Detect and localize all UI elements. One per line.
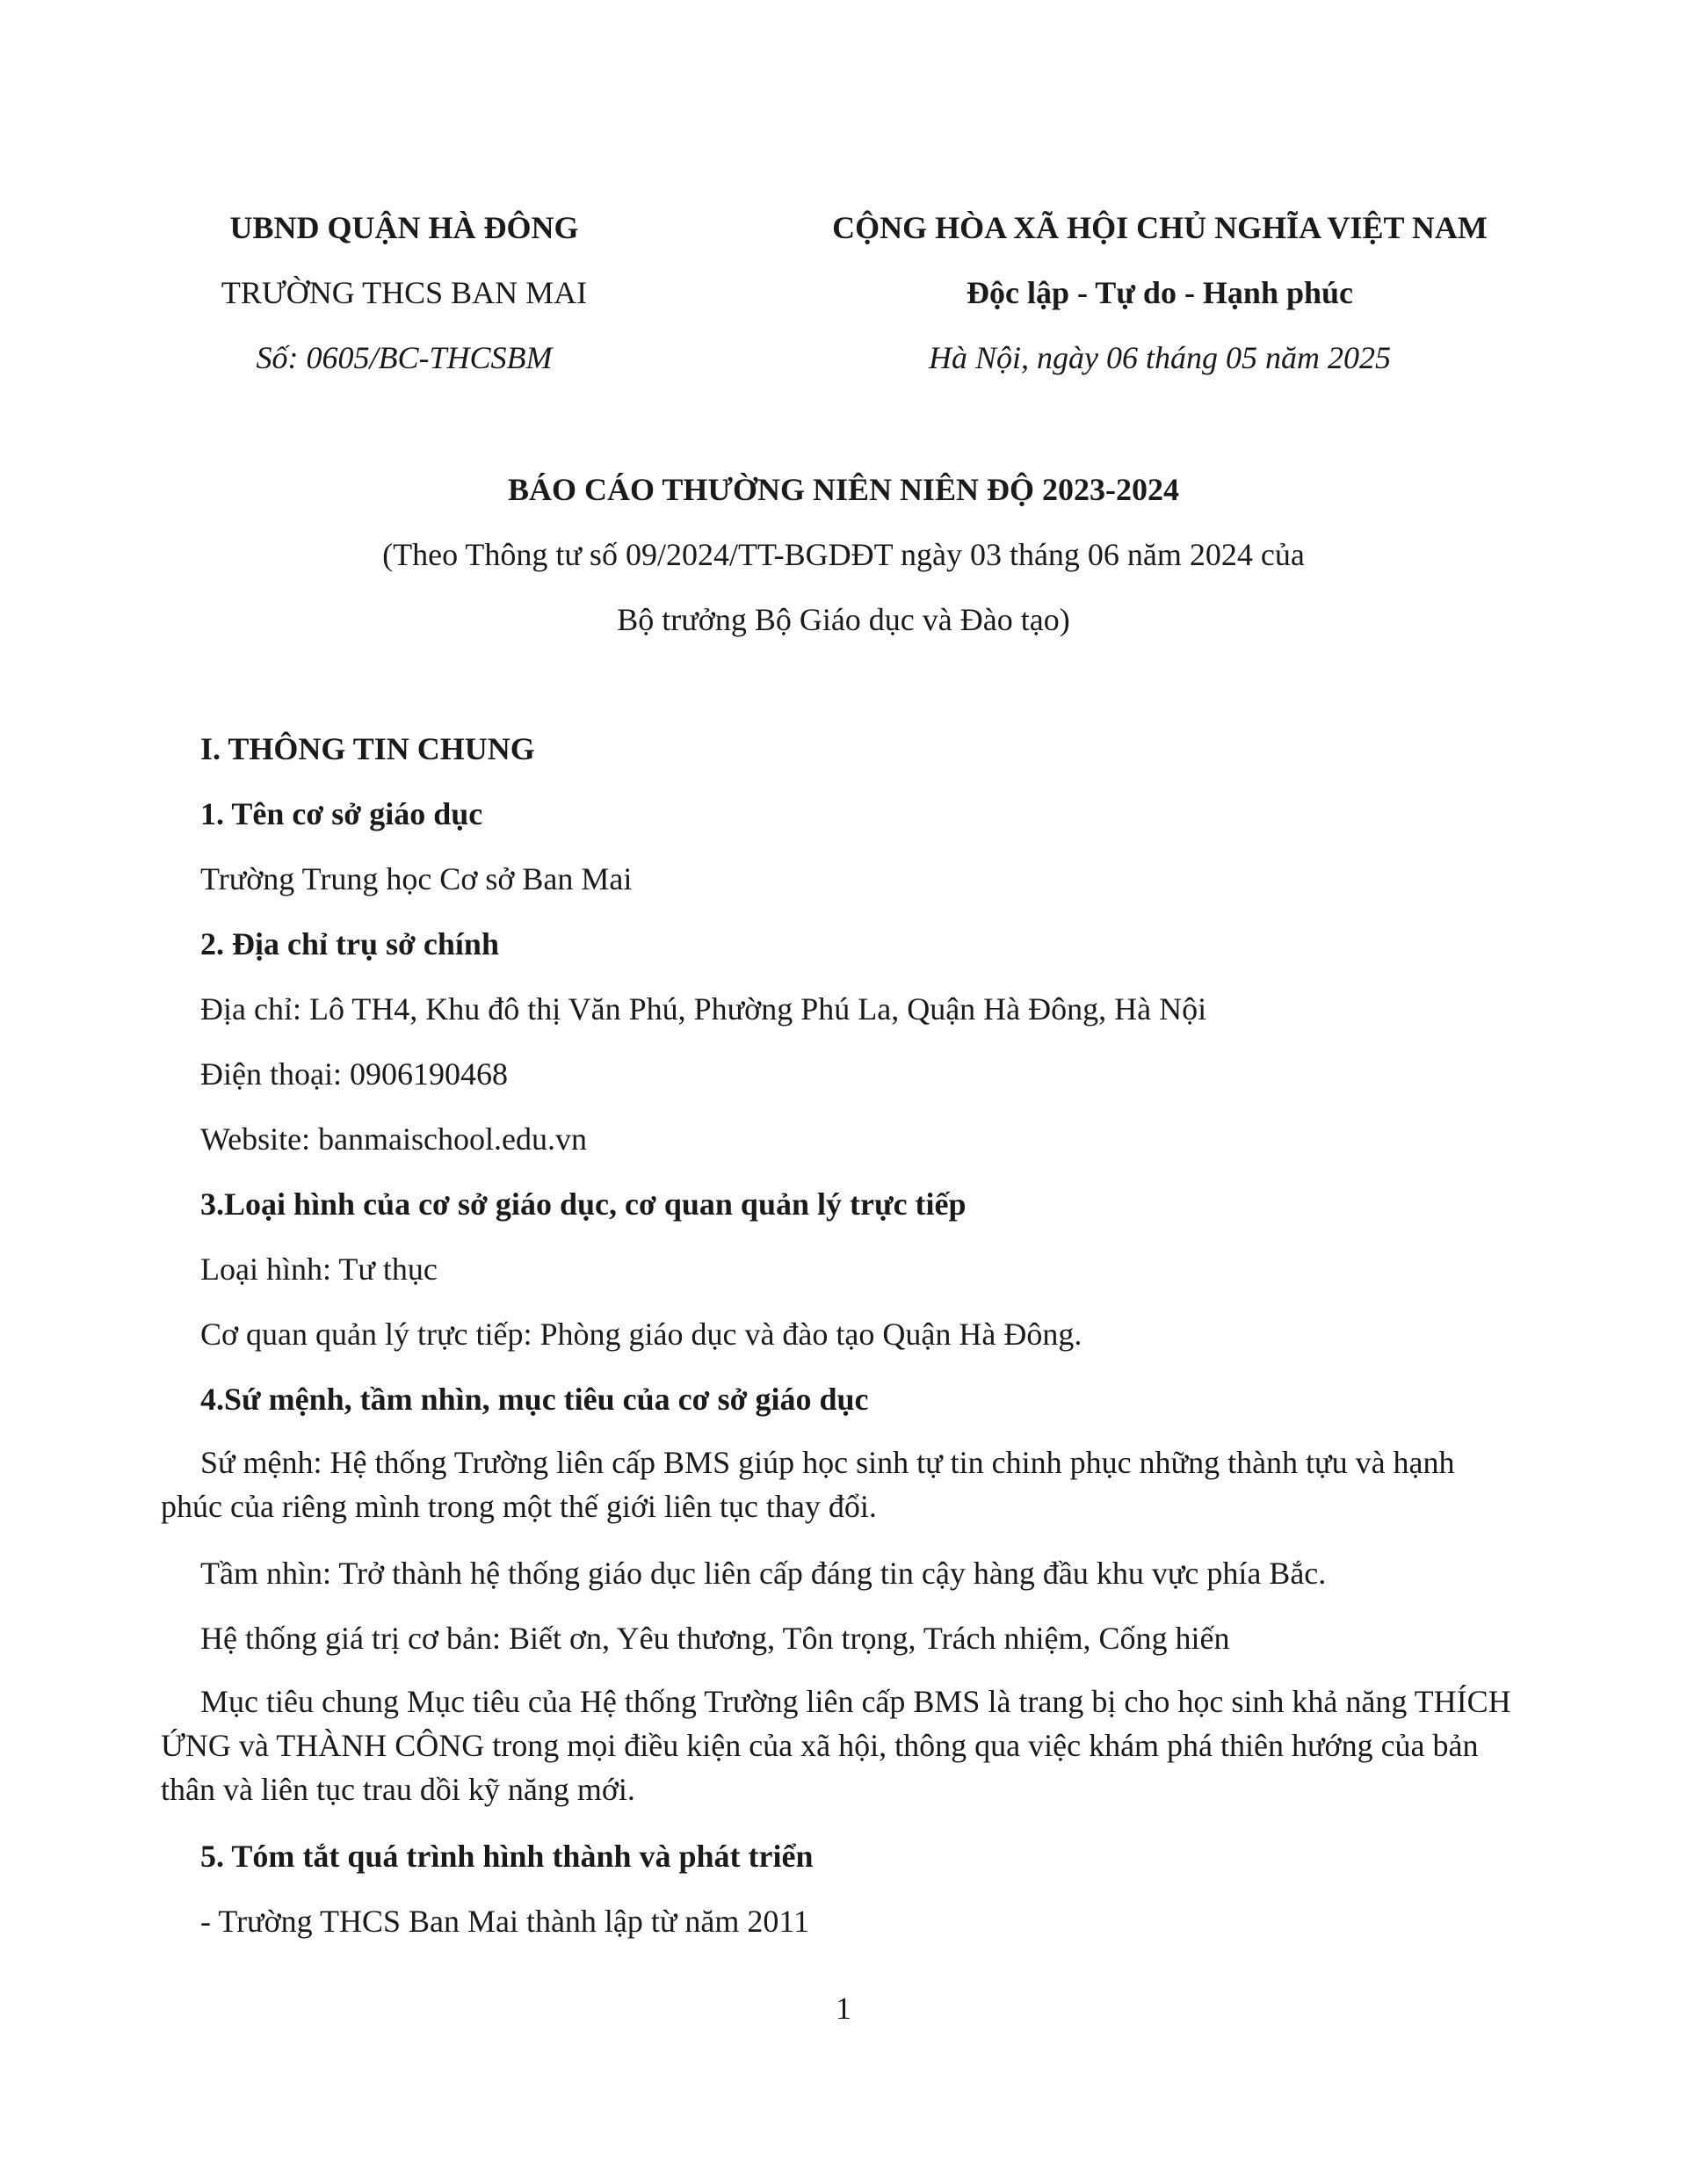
header-left bbox=[158, 195, 650, 390]
subsection-heading: 1. Tên cơ sở giáo dục bbox=[200, 796, 483, 831]
report-title-block bbox=[0, 457, 1687, 652]
document-number: Số: 0605/BC-THCSBM bbox=[256, 340, 553, 375]
managing-agency-text: Cơ quan quản lý trực tiếp: Phòng giáo dục và đào tạo Quận Hà Đông. bbox=[200, 1317, 1082, 1352]
report-subtitle-line2: Bộ trưởng Bộ Giáo dục và Đào tạo) bbox=[617, 602, 1070, 637]
mission-paragraph: Sứ mệnh: Hệ thống Trường liên cấp BMS giúp học sinh tự tin chinh phục những thành tựu và hạnh phúc của riêng mình trong một thế giới liên tục thay đổi. bbox=[161, 1445, 1455, 1524]
document-body bbox=[161, 716, 1518, 1954]
school-full-name: Trường Trung học Cơ sở Ban Mai bbox=[200, 861, 633, 896]
subsection-heading: 2. Địa chỉ trụ sở chính bbox=[200, 926, 499, 961]
school-type-text: Loại hình: Tư thục bbox=[200, 1252, 438, 1287]
subsection-heading: 3.Loại hình của cơ sở giáo dục, cơ quan quản lý trực tiếp bbox=[200, 1186, 967, 1222]
school-name: TRƯỜNG THCS BAN MAI bbox=[221, 275, 588, 310]
vision-text: Tầm nhìn: Trở thành hệ thống giáo dục liên cấp đáng tin cậy hàng đầu khu vực phía Bắc. bbox=[200, 1556, 1327, 1591]
country-name: CỘNG HÒA XÃ HỘI CHỦ NGHĨA VIỆT NAM bbox=[832, 210, 1488, 245]
header-right bbox=[773, 195, 1546, 390]
website-text: Website: banmaischool.edu.vn bbox=[200, 1121, 587, 1157]
goal-paragraph: Mục tiêu chung Mục tiêu của Hệ thống Trường liên cấp BMS là trang bị cho học sinh khả năng THÍCH ỨNG và THÀNH CÔNG trong mọi điều kiện của xã hội, thông qua việc khám phá thiên hướng của bản thân và liên tục trau dồi kỹ năng mới. bbox=[161, 1684, 1511, 1807]
org-name: UBND QUẬN HÀ ĐÔNG bbox=[229, 210, 579, 245]
subsection-heading: 5. Tóm tắt quá trình hình thành và phát triển bbox=[200, 1839, 814, 1874]
report-subtitle-line1: (Theo Thông tư số 09/2024/TT-BGDĐT ngày 03 tháng 06 năm 2024 của bbox=[382, 537, 1305, 572]
document-date: Hà Nội, ngày 06 tháng 05 năm 2025 bbox=[929, 340, 1391, 375]
national-motto: Độc lập - Tự do - Hạnh phúc bbox=[966, 275, 1354, 310]
history-item: - Trường THCS Ban Mai thành lập từ năm 2011 bbox=[200, 1904, 810, 1939]
page-number: 1 bbox=[836, 1991, 851, 2026]
core-values-text: Hệ thống giá trị cơ bản: Biết ơn, Yêu thương, Tôn trọng, Trách nhiệm, Cống hiến bbox=[200, 1621, 1230, 1656]
address-text: Địa chỉ: Lô TH4, Khu đô thị Văn Phú, Phường Phú La, Quận Hà Đông, Hà Nội bbox=[200, 991, 1207, 1027]
section-heading: I. THÔNG TIN CHUNG bbox=[200, 731, 535, 766]
report-title: BÁO CÁO THƯỜNG NIÊN NIÊN ĐỘ 2023-2024 bbox=[507, 472, 1180, 507]
phone-text: Điện thoại: 0906190468 bbox=[200, 1056, 508, 1092]
subsection-heading: 4.Sứ mệnh, tầm nhìn, mục tiêu của cơ sở giáo dục bbox=[200, 1382, 869, 1417]
